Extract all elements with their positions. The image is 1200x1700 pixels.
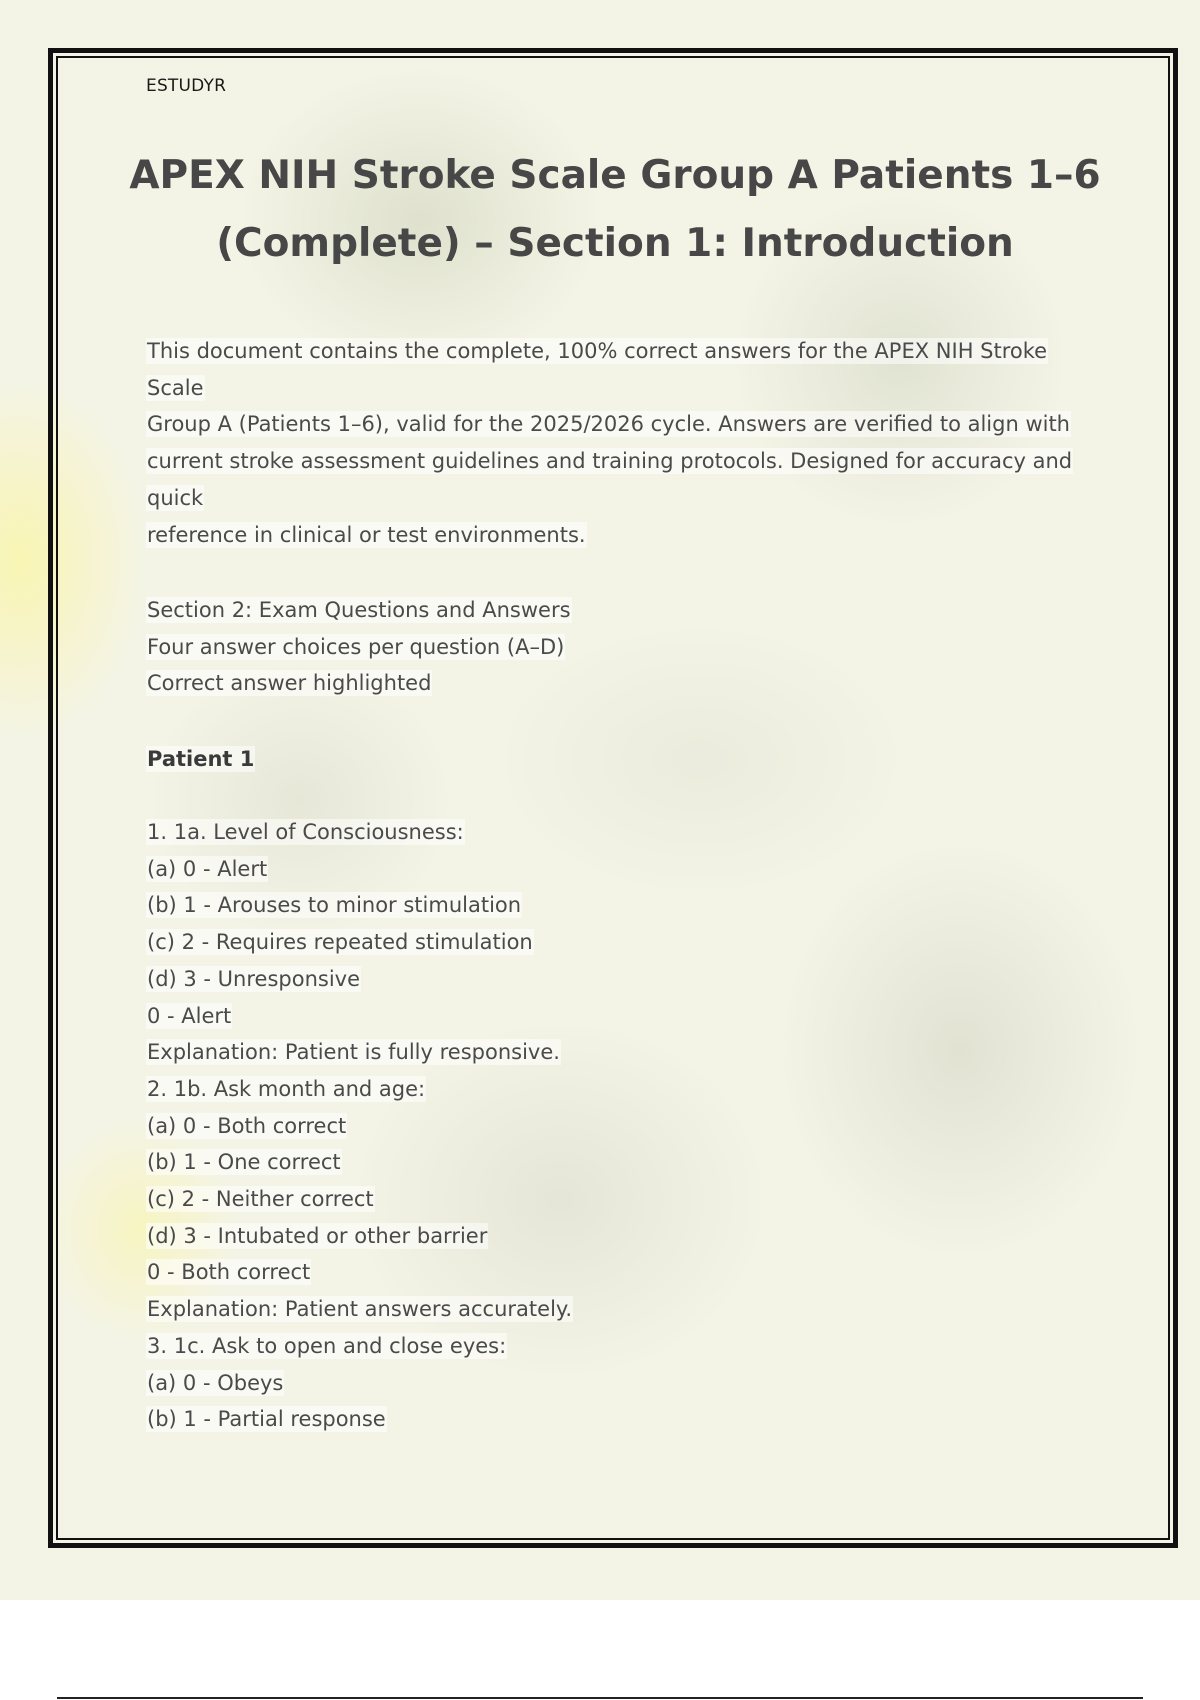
section-2-heading: Section 2: Exam Questions and Answers	[147, 598, 571, 622]
answer-option: (a) 0 - Both correct	[147, 1113, 347, 1138]
section-2-overview	[146, 592, 1086, 702]
question-line: 2. 1b. Ask month and age:	[147, 1076, 426, 1101]
brand-label: ESTUDYR	[146, 76, 227, 96]
correct-answer: 0 - Alert	[147, 1003, 232, 1028]
patient-heading: Patient 1	[147, 747, 255, 771]
question-line: 1. 1a. Level of Consciousness:	[147, 820, 464, 844]
document-title-line-2: (Complete) – Section 1: Introduction	[216, 221, 1014, 266]
answer-option: (b) 1 - Arouses to minor stimulation	[147, 893, 522, 918]
intro-line: Scale	[147, 375, 204, 400]
intro-paragraph	[146, 333, 1086, 553]
explanation: Explanation: Patient is fully responsive.	[147, 1040, 560, 1065]
document-title-line-1: APEX NIH Stroke Scale Group A Patients 1–6	[129, 153, 1101, 198]
document-title	[100, 142, 1130, 278]
correct-answer: 0 - Both correct	[147, 1260, 311, 1285]
section-2-line: Correct answer highlighted	[147, 671, 432, 696]
explanation: Explanation: Patient answers accurately.	[147, 1297, 573, 1322]
intro-line: This document contains the complete, 100% correct answers for the APEX NIH Stroke	[147, 339, 1048, 363]
question-line: 3. 1c. Ask to open and close eyes:	[147, 1333, 507, 1358]
section-2-line: Four answer choices per question (A–D)	[147, 634, 565, 659]
answer-option: (a) 0 - Obeys	[147, 1370, 284, 1395]
intro-line: Group A (Patients 1–6), valid for the 2025/2026 cycle. Answers are verified to align with	[147, 412, 1070, 437]
question-list	[146, 814, 1086, 1438]
answer-option: (b) 1 - One correct	[147, 1150, 341, 1175]
intro-line: quick	[147, 485, 204, 510]
answer-option: (d) 3 - Intubated or other barrier	[147, 1223, 488, 1248]
answer-option: (c) 2 - Neither correct	[147, 1187, 374, 1212]
answer-option: (d) 3 - Unresponsive	[147, 966, 361, 991]
intro-line: current stroke assessment guidelines and training protocols. Designed for accuracy and	[147, 449, 1073, 474]
answer-option: (b) 1 - Partial response	[147, 1407, 386, 1432]
answer-option: (a) 0 - Alert	[147, 856, 268, 881]
intro-line: reference in clinical or test environments.	[147, 522, 586, 547]
answer-option: (c) 2 - Requires repeated stimulation	[147, 930, 533, 955]
next-page-divider	[57, 1697, 1143, 1699]
